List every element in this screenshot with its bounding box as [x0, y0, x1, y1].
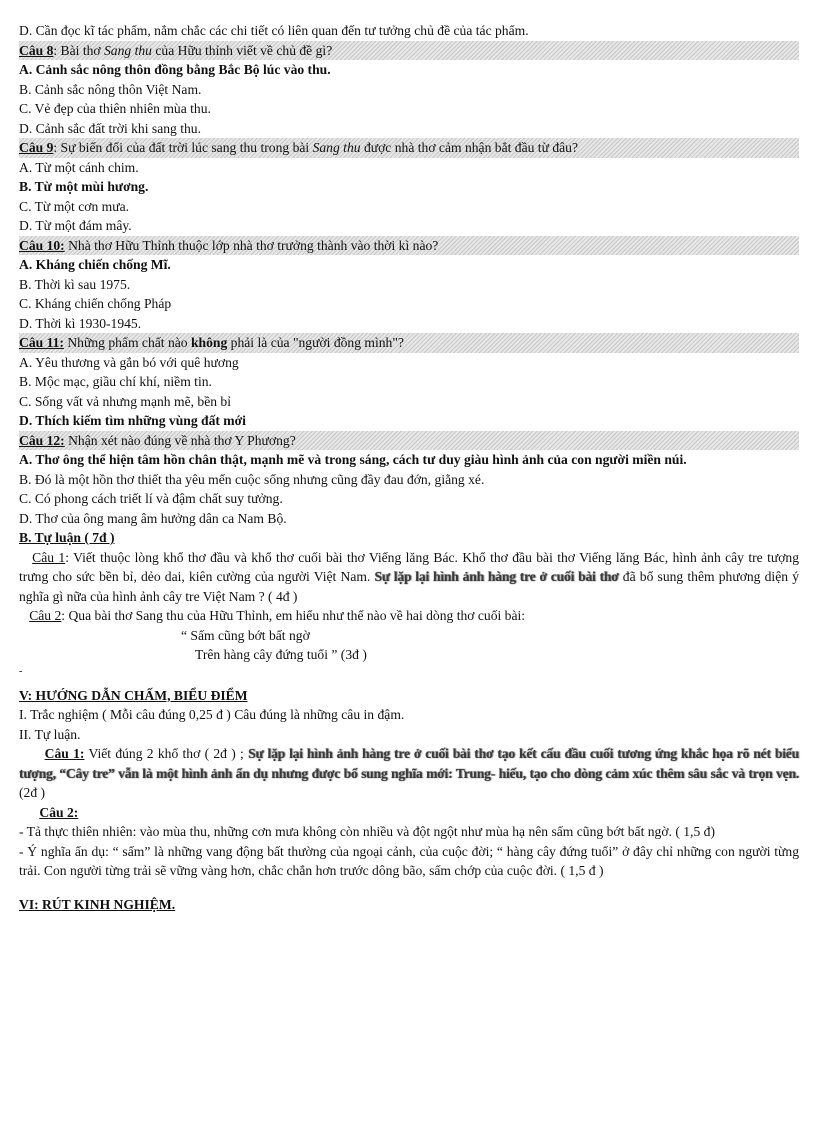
- question-8: Câu 8: Bài thơ Sang thu của Hữu thỉnh viết về chủ đề gì?: [19, 41, 799, 61]
- q11-option-b: B. Mộc mạc, giầu chí khí, niềm tin.: [19, 374, 212, 389]
- grading-question-1-label: Câu 1:: [44, 746, 85, 761]
- q9-option-c: C. Từ một cơn mưa.: [19, 198, 130, 214]
- q9-option-d: D. Từ một đám mây.: [19, 218, 132, 233]
- essay-question-1-label: Câu 1: [32, 549, 66, 565]
- grading-question-1: Câu 1: Viết đúng 2 khổ thơ ( 2đ ) ; Sự lặp lại hình ảnh hàng tre ở cuối bài thơ tạo kết cấu đầu cuối tương ứng khắc họa rõ nét biểu tượng, “Cây tre” vẫn là một hình ảnh ẩn dụ nhưng được bổ sung nghĩa mới: Trung- hiếu, tạo cho dòng cảm xúc thêm sâu sắc và trọn vẹn. (2đ ): [19, 746, 800, 800]
- q9-option-a: A. Từ một cánh chim.: [19, 159, 139, 175]
- essay-question-1: Câu 1: Viết thuộc lòng khổ thơ đầu và khổ thơ cuối bài thơ Viếng lăng Bác. Khổ thơ đầu bài thơ Viếng lăng Bác, hình ảnh cây tre tượng trưng cho sức bền bỉ, dẻo dai, kiên cường của người Việt Nam. Sự lặp lại hình ảnh hàng tre ở cuối bài thơ đã bổ sung thêm phương diện ý nghĩa gì nữa của hình ảnh cây tre Việt Nam ? ( 4đ ): [19, 549, 800, 604]
- q9-option-b: B. Từ một mùi hương.: [19, 179, 149, 194]
- poem-line-1: “ Sấm cũng bớt bất ngờ: [181, 627, 310, 643]
- q11-option-a: A. Yêu thương và gắn bó với quê hương: [19, 354, 239, 370]
- question-12-label: Câu 12:: [19, 432, 65, 448]
- question-9: Câu 9: Sự biến đổi của đất trời lúc sang thu trong bài Sang thu được nhà thơ cảm nhận bắt đầu từ đâu?: [19, 138, 799, 158]
- q12-option-d: D. Thơ của ông mang âm hưởng dân ca Nam Bộ.: [19, 510, 287, 526]
- grading-q2-point-2: - Ý nghĩa ẩn dụ: “ sấm” là những vang động bất thường của ngoại cảnh, của cuộc đời; “ hàng cây đứng tuổi” ở đây chỉ những con người từng trải. Con người từng trải sẽ vững vàng hơn, chắc chắn hơn trước dông bão, sấm chớp của cuộc đời. ( 1,5 đ ): [19, 843, 799, 878]
- q7-option-d: D. Cần đọc kĩ tác phẩm, nắm chắc các chi tiết có liên quan đến tư tưởng chủ đề của tác phẩm.: [19, 23, 529, 38]
- grading-question-2-label: Câu 2:: [39, 804, 79, 820]
- grading-q2-point-1: - Tả thực thiên nhiên: vào mùa thu, những cơn mưa không còn nhiều và đột ngột như mùa hạ nên sấm cũng bớt bất ngờ. ( 1,5 đ): [19, 824, 715, 839]
- section-5-heading: V: HƯỚNG DẪN CHẤM, BIỂU ĐIỂM: [19, 687, 248, 703]
- q10-option-d: D. Thời kì 1930-1945.: [19, 315, 142, 331]
- q12-option-a: A. Thơ ông thể hiện tâm hồn chân thật, mạnh mẽ và trong sáng, cách tư duy giàu hình ảnh của con người miền núi.: [19, 452, 687, 467]
- stray-dash: -: [19, 665, 23, 677]
- document-page: [19, 21, 799, 914]
- grading-part-1: I. Trắc nghiệm ( Mỗi câu đúng 0,25 đ ) Câu đúng là những câu in đậm.: [19, 707, 405, 722]
- question-11: Câu 11: Những phẩm chất nào không phải là của "người đồng mình"?: [19, 333, 799, 353]
- q8-option-a: A. Cảnh sắc nông thôn đồng bằng Bắc Bộ lúc vào thu.: [19, 62, 331, 77]
- grading-question-2: [19, 803, 799, 823]
- q10-option-b: B. Thời kì sau 1975.: [19, 276, 131, 292]
- question-10-label: Câu 10:: [19, 237, 65, 253]
- q8-option-c: C. Vẻ đẹp của thiên nhiên mùa thu.: [19, 101, 211, 116]
- section-essay-heading: B. Tự luận ( 7đ ): [19, 530, 115, 545]
- essay-question-2: Câu 2: Qua bài thơ Sang thu của Hữu Thỉnh, em hiểu như thế nào về hai dòng thơ cuối bài:: [29, 608, 526, 623]
- q11-option-c: C. Sống vất vả nhưng mạnh mẽ, bền bỉ: [19, 393, 232, 409]
- essay-question-2-label: Câu 2: [29, 608, 62, 623]
- question-10: Câu 10: Nhà thơ Hữu Thỉnh thuộc lớp nhà thơ trưởng thành vào thời kì nào?: [19, 236, 799, 256]
- q10-option-a: A. Kháng chiến chống Mĩ.: [19, 257, 171, 272]
- poem-line-2: Trên hàng cây đứng tuổi ” (3đ ): [195, 647, 367, 662]
- question-8-label: Câu 8: [19, 42, 54, 58]
- q8-option-b: B. Cảnh sắc nông thôn Việt Nam.: [19, 81, 202, 97]
- q11-option-d: D. Thích kiếm tìm những vùng đất mới: [19, 413, 246, 428]
- question-12: Câu 12: Nhận xét nào đúng về nhà thơ Y Phương?: [19, 431, 799, 451]
- q12-option-c: C. Có phong cách triết lí và đậm chất suy tưởng.: [19, 491, 283, 506]
- poem-title: Sang thu: [104, 42, 152, 58]
- q12-option-b: B. Đó là một hồn thơ thiết tha yêu mến cuộc sống nhưng cũng đầy đau đớn, giằng xé.: [19, 471, 485, 487]
- q10-option-c: C. Kháng chiến chống Pháp: [19, 296, 172, 311]
- section-6-heading: VI: RÚT KINH NGHIỆM.: [19, 896, 176, 912]
- question-9-label: Câu 9: [19, 140, 54, 155]
- q8-option-d: D. Cảnh sắc đất trời khi sang thu.: [19, 120, 201, 136]
- question-11-label: Câu 11:: [19, 335, 64, 350]
- grading-part-2: II. Tự luận.: [19, 726, 81, 742]
- poem-title: Sang thu: [312, 140, 361, 155]
